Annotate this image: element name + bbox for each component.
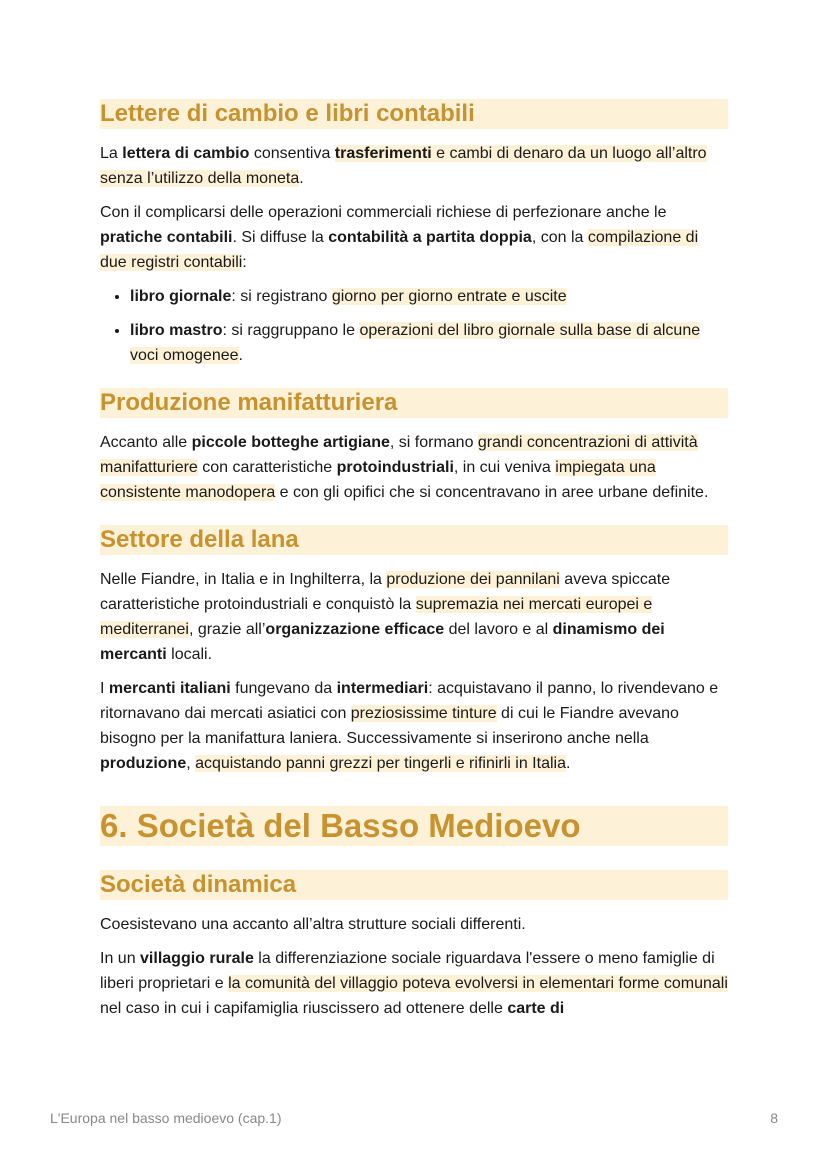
chapter-heading: 6. Società del Basso Medioevo bbox=[100, 806, 728, 846]
section-heading: Lettere di cambio e libri contabili bbox=[100, 99, 728, 129]
section-societa-dinamica bbox=[100, 870, 728, 1021]
page-number: 8 bbox=[770, 1110, 778, 1126]
paragraph: Coesistevano una accanto all’altra strutture sociali differenti. bbox=[100, 916, 526, 933]
section-heading: Settore della lana bbox=[100, 525, 728, 555]
document-body bbox=[100, 99, 728, 1041]
footer-title: L'Europa nel basso medioevo (cap.1) bbox=[50, 1110, 282, 1126]
section-heading: Società dinamica bbox=[100, 870, 728, 900]
section-produzione-manifatturiera bbox=[100, 388, 728, 505]
bullet-list bbox=[100, 284, 728, 368]
section-heading: Produzione manifatturiera bbox=[100, 388, 728, 418]
list-item: • libro mastro: si raggruppano le operazioni del libro giornale sulla base di alcune voci omogenee. bbox=[130, 318, 728, 368]
paragraph: Nelle Fiandre, in Italia e in Inghilterra, la produzione dei pannilani aveva spiccate caratteristiche protoindustriali e conquistò la supremazia nei mercati europei e mediterranei, grazie all’organizzazione efficace del lavoro e al dinamismo dei mercanti locali. bbox=[100, 571, 671, 663]
section-lettere-di-cambio bbox=[100, 99, 728, 368]
paragraph: Accanto alle piccole botteghe artigiane, si formano grandi concentrazioni di attività manifatturiere con caratteristiche protoindustriali, in cui veniva impiegata una consistente manodopera e con gli opifici che si concentravano in aree urbane definite. bbox=[100, 434, 709, 501]
paragraph: I mercanti italiani fungevano da intermediari: acquistavano il panno, lo rivendevano e ritornavano dai mercati asiatici con preziosissime tinture di cui le Fiandre avevano bisogno per la manifattura laniera. Successivamente si inserirono anche nella produzione, acquistando panni grezzi per tingerli e rifinirli in Italia. bbox=[100, 680, 719, 772]
paragraph: Con il complicarsi delle operazioni commerciali richiese di perfezionare anche le pratiche contabili. Si diffuse la contabilità a partita doppia, con la compilazione di due registri contabili: bbox=[100, 204, 699, 271]
paragraph: La lettera di cambio consentiva trasferimenti e cambi di denaro da un luogo all’altro senza l’utilizzo della moneta. bbox=[100, 145, 707, 187]
paragraph: In un villaggio rurale la differenziazione sociale riguardava l'essere o meno famiglie di liberi proprietari e la comunità del villaggio poteva evolversi in elementari forme comunali nel caso in cui i capifamiglia riuscissero ad ottenere delle carte di bbox=[100, 950, 728, 1017]
section-settore-lana bbox=[100, 525, 728, 776]
list-item: • libro giornale: si registrano giorno per giorno entrate e uscite bbox=[130, 284, 728, 309]
